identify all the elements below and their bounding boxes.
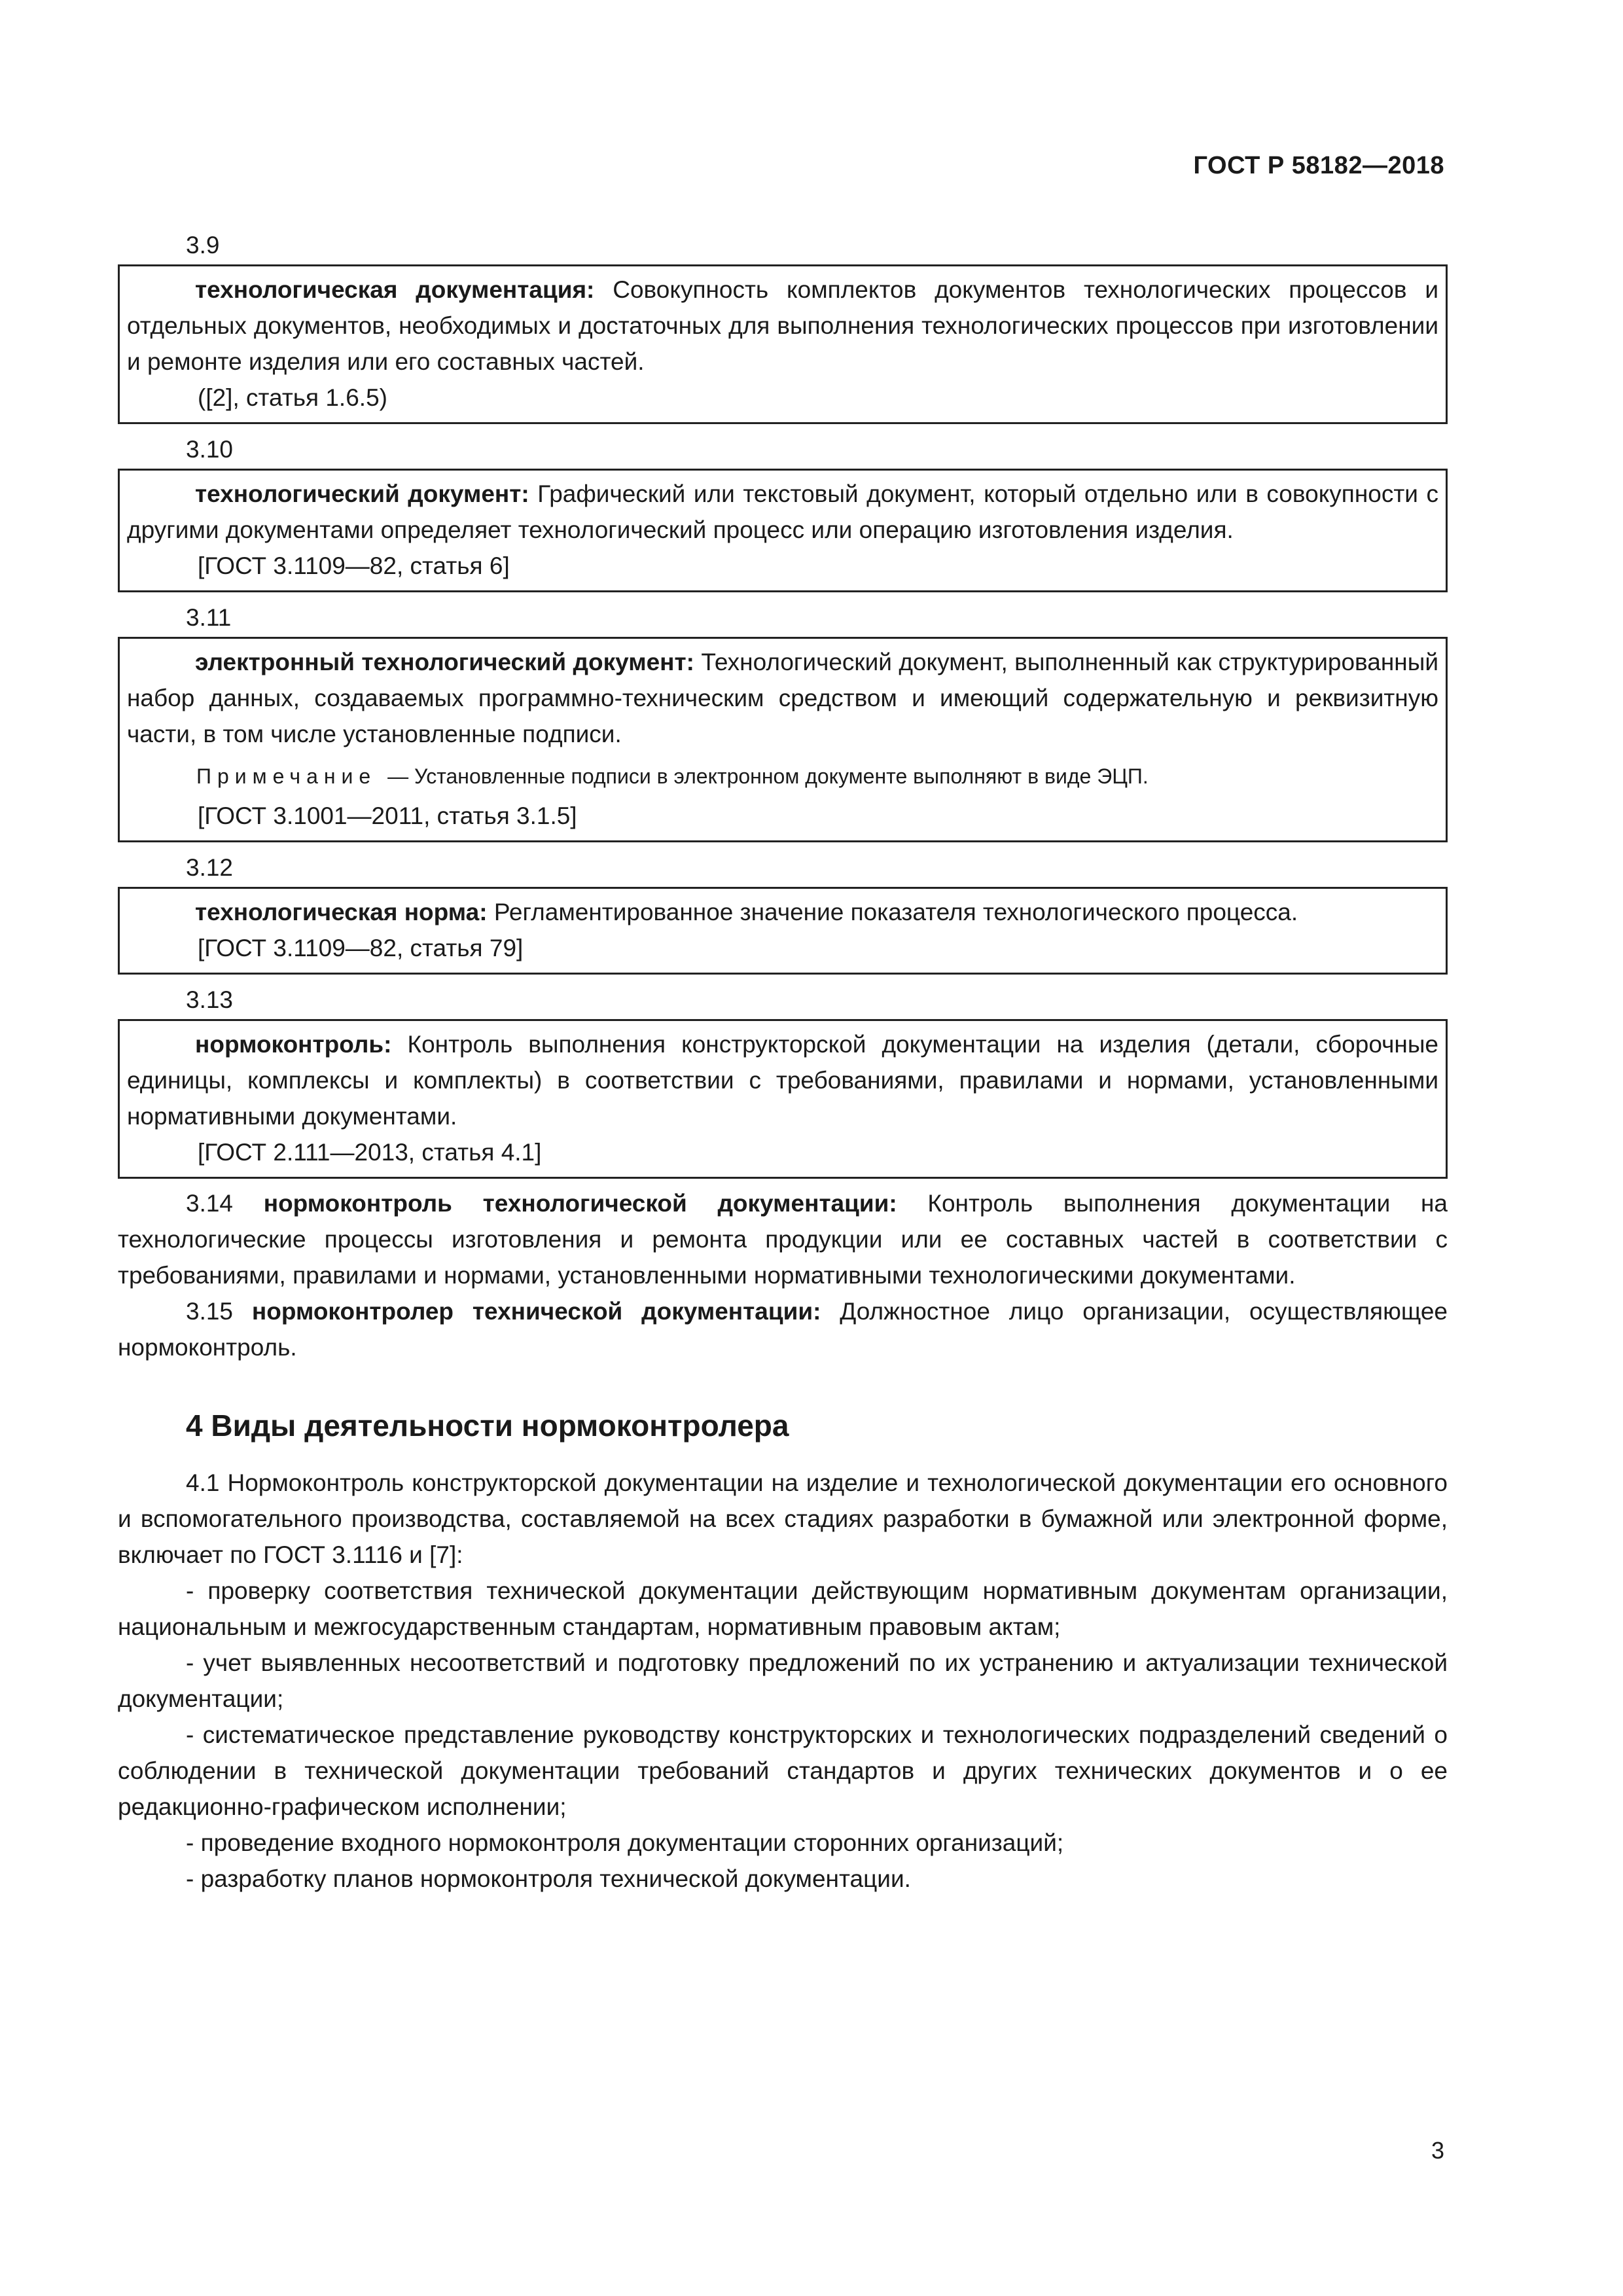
term-text: Графический или текстовый документ, который отдельно или в совокупности с другими документами определяет технологический процесс или операцию изготовления изделия.: [127, 480, 1438, 543]
list-item: - учет выявленных несоответствий и подготовку предложений по их устранению и актуализации технической документации;: [118, 1649, 1448, 1712]
term-name: электронный технологический документ:: [195, 649, 694, 675]
list-item: - проверку соответствия технической документации действующим нормативным документам организации, национальным и межгосударственным стандартам, нормативным правовым актам;: [118, 1577, 1448, 1640]
term-source: [ГОСТ 3.1109—82, статья 6]: [198, 552, 510, 579]
term-number: 3.14: [186, 1190, 234, 1217]
term-name: нормоконтролер технической документации:: [251, 1298, 821, 1325]
term-definition: [127, 272, 1438, 380]
page-number: 3: [1431, 2137, 1444, 2164]
term-text: Технологический документ, выполненный как структурированный набор данных, создаваемых программно-техническим средством и имеющий содержательную и реквизитную части, в том числе установленные подписи.: [127, 649, 1438, 747]
term-text: Должностное лицо организации, осуществляющее нормоконтроль.: [118, 1298, 1448, 1361]
term-source: [ГОСТ 2.111—2013, статья 4.1]: [198, 1139, 542, 1166]
term-name: технологическая документация:: [195, 276, 595, 303]
section-intro: 4.1 Нормоконтроль конструкторской документации на изделие и технологической документации его основного и вспомогательного производства, составляемой на всех стадиях разработки в бумажной или электронной форме, включает по ГОСТ 3.1116 и [7]:: [118, 1469, 1448, 1568]
term-definition: [127, 476, 1438, 548]
term-number: 3.10: [186, 436, 234, 463]
term-box: [118, 887, 1448, 975]
term-text: Регламентированное значение показателя технологического процесса.: [487, 899, 1298, 925]
term-source: ([2], статья 1.6.5): [198, 384, 387, 411]
term-number: 3.15: [186, 1298, 234, 1325]
term-number: 3.12: [186, 854, 234, 881]
term-number: 3.13: [186, 986, 234, 1013]
term-source: [ГОСТ 3.1001—2011, статья 3.1.5]: [198, 802, 577, 829]
term-text: Контроль выполнения конструкторской документации на изделия (детали, сборочные единицы, комплексы и комплекты) в соответствии с требованиями, правилами и нормами, установленными нормативными документами.: [127, 1031, 1438, 1130]
term-name: нормоконтроль:: [195, 1031, 392, 1058]
term-text: Контроль выполнения документации на технологические процессы изготовления и ремонта продукции или ее составных частей в соответствии с требованиями, правилами и нормами, установленными нормативными технологическими документами.: [118, 1190, 1448, 1289]
list-item: - разработку планов нормоконтроля технической документации.: [186, 1865, 911, 1892]
term-number: 3.9: [186, 232, 220, 259]
term-box: [118, 1019, 1448, 1179]
term-paragraph: [118, 1185, 1448, 1293]
term-box: [118, 264, 1448, 424]
page-content: [118, 223, 1448, 1897]
term-paragraph: [118, 1293, 1448, 1365]
note-label: Примечание: [196, 764, 377, 788]
term-note: [127, 759, 1438, 794]
note-text: — Установленные подписи в электронном документе выполняют в виде ЭЦП.: [382, 764, 1149, 788]
document-code: ГОСТ Р 58182—2018: [1193, 152, 1444, 179]
list-item: - систематическое представление руководству конструкторских и технологических подразделений сведений о соблюдении в технической документации требований стандартов и других технических документов и о ее редакционно-графическом исполнении;: [118, 1721, 1448, 1820]
term-name: нормоконтроль технологической документации:: [263, 1190, 897, 1217]
term-definition: [127, 644, 1438, 752]
term-text: Совокупность комплектов документов технологических процессов и отдельных документов, необходимых и достаточных для выполнения технологических процессов при изготовлении и ремонте изделия или его составных частей.: [127, 276, 1438, 375]
term-box: [118, 469, 1448, 592]
term-box: [118, 637, 1448, 842]
term-number: 3.11: [186, 604, 232, 631]
term-definition: [127, 894, 1438, 930]
section-title: 4 Виды деятельности нормоконтролера: [186, 1408, 789, 1443]
term-definition: [127, 1026, 1438, 1134]
list-item: - проведение входного нормоконтроля документации сторонних организаций;: [186, 1829, 1064, 1856]
term-name: технологический документ:: [195, 480, 529, 507]
term-source: [ГОСТ 3.1109—82, статья 79]: [198, 935, 524, 961]
term-name: технологическая норма:: [195, 899, 488, 925]
